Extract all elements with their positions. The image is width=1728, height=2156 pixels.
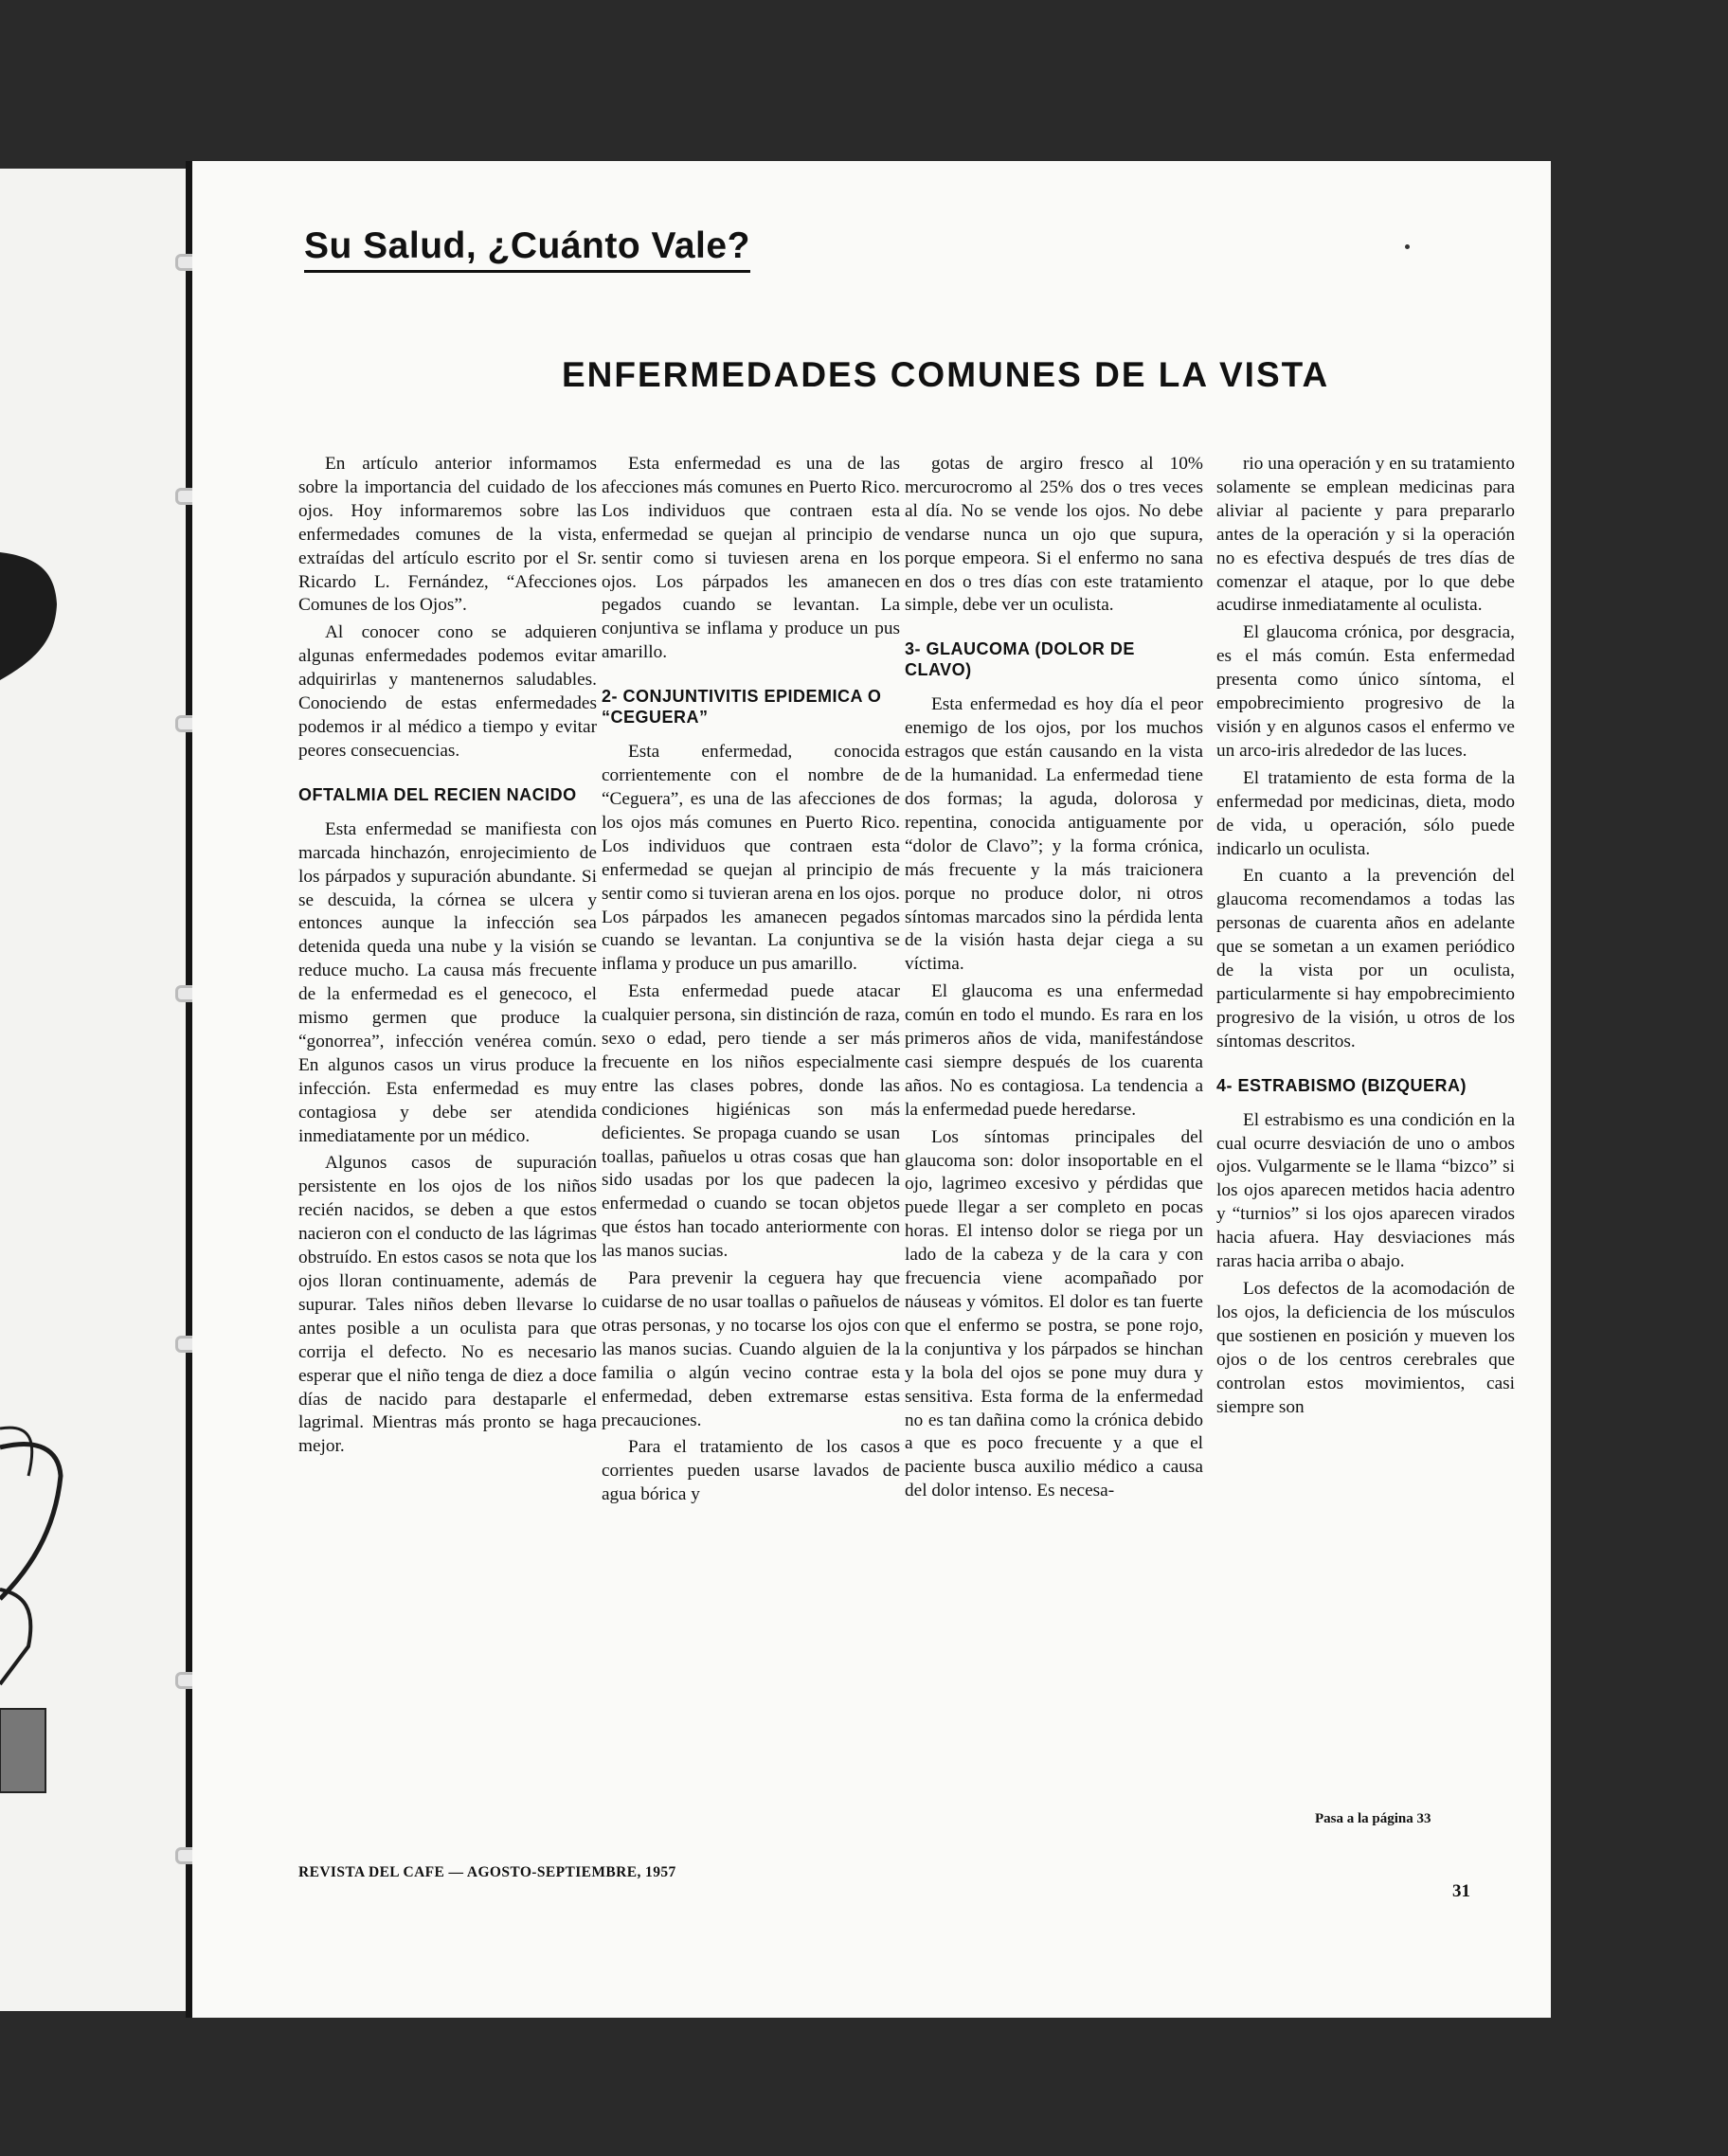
section-heading: 3- GLAUCOMA (DOLOR DE CLAVO) [905, 639, 1135, 680]
facing-page-illustration [0, 169, 188, 2011]
facing-page-fragment [0, 169, 188, 2011]
paragraph: El estrabismo es una condición en la cual ocurre desviación de uno o ambos ojos. Vulgarmente se le llama “bizco” si los ojos aparecen metidos hacia adentro y “turnios” si los ojos aparecen virados hacia afuera. Hay desviaciones más raras hacia arriba o abajo. [1216, 1109, 1515, 1272]
section-heading: 4- ESTRABISMO (BIZQUERA) [1216, 1075, 1467, 1095]
paragraph: En artículo anterior informamos sobre la importancia del cuidado de los ojos. Hoy informaremos sobre las enfermedades comunes de la vista, extraídas del artículo escrito por el Sr. Ricardo L. Fernández, “Afecciones Comunes de los Ojos”. [298, 454, 597, 616]
paragraph: Los síntomas principales del glaucoma son: dolor insoportable en el ojo, lagrimeo excesivo y pérdidas que puede llegar a ser completo en pocas horas. El intenso dolor se riega por un lado de la cabeza y de la cara y con frecuencia viene acompañado por náuseas y vómitos. El dolor es tan fuerte que el enfermo se postra, se pone rojo, la conjuntiva y los párpados se hinchan y la bola del ojos se pone muy dura y sensitiva. Esta forma de la enfermedad no es tan dañina como la crónica debido a que es poco frecuente y a que el paciente busca auxilio médico a causa del dolor intenso. Es necesa- [905, 1126, 1203, 1501]
article-title: ENFERMEDADES COMUNES DE LA VISTA [562, 355, 1330, 394]
paragraph: Algunos casos de supuración persistente en los ojos de los niños recién nacidos, se deben a que estos nacieron con el conducto de las lágrimas obstruído. En estos casos se nota que los ojos lloran continuamente, además de supurar. Tales niños deben llevarse lo antes posible a un oculista para que corrija el defecto. No es necesario esperar que el niño tenga de diez a doce días de nacido para destaparle el lagrimal. Mientras más pronto se haga mejor. [298, 1153, 597, 1457]
magazine-page [192, 161, 1551, 2018]
paragraph: El glaucoma crónica, por desgracia, es el más común. Esta enfermedad presenta como único síntoma, el empobrecimiento progresivo de la visión y en algunos casos el enfermo ve un arco-iris alrededor de las luces. [1216, 622, 1515, 761]
text-column-2 [602, 453, 900, 1507]
paragraph: Al conocer cono se adquieren algunas enfermedades podemos evitar adquirirlas y mantenernos saludables. Conociendo de estas enfermedades podemos ir al médico a tiempo y evitar peores consecuencias. [298, 622, 597, 761]
paragraph: Esta enfermedad, conocida corrientemente con el nombre de “Ceguera”, es una de las afecciones de los ojos más comunes en Puerto Rico. Los individuos que contraen esta enfermedad se quejan al principio de sentir como si tuvieran arena en los ojos. Los párpados les amanecen pegados cuando se levantan. La conjuntiva se inflama y produce un pus amarillo. [602, 742, 900, 975]
journal-footer: REVISTA DEL CAFE — AGOSTO-SEPTIEMBRE, 1957 [298, 1864, 676, 1880]
continued-reference: Pasa a la página 33 [1315, 1811, 1431, 1826]
section-heading: OFTALMIA DEL RECIEN NACIDO [298, 784, 577, 804]
text-column-1 [298, 453, 597, 1459]
paragraph: Para prevenir la ceguera hay que cuidarse de no usar toallas o pañuelos de otras personas, y no tocarse los ojos con las manos sucias. Cuando alguien de la familia o algún vecino contrae esta enfermedad, deben extremarse estas precauciones. [602, 1268, 900, 1430]
paragraph: Esta enfermedad se manifiesta con marcada hinchazón, enrojecimiento de los párpados y supuración abundante. Si se descuida, la córnea se ulcera y entonces aunque la infección sea detenida queda una nube y la visión se reduce mucho. La causa más frecuente de la enfermedad es el genecoco, el mismo germen que produce la “gonorrea”, infección venérea común. En algunos casos un virus produce la infección. Esta enfermedad es muy contagiosa y debe ser atendida inmediatamente por un médico. [298, 818, 597, 1146]
section-heading: 2- CONJUNTIVITIS EPIDEMICA O “CEGUERA” [602, 687, 882, 728]
page-fold-shadow [186, 161, 192, 2018]
text-column-4 [1216, 453, 1515, 1419]
text-column-3 [905, 453, 1203, 1503]
paragraph: Esta enfermedad puede atacar cualquier persona, sin distinción de raza, sexo o edad, pero tiende a ser más frecuente en los niños especialmente entre las clases pobres, donde las condiciones higiénicas son más deficientes. Se propaga cuando se usan toallas, pañuelos u otras cosas que han sido usadas por los que padecen la enfermedad o cuando se tocan objetos que éstos han tocado anteriormente con las manos sucias. [602, 981, 900, 1262]
paragraph: Esta enfermedad es una de las afecciones más comunes en Puerto Rico. Los individuos que contraen esta enfermedad se quejan al principio de sentir como si tuviesen arena en los ojos. Los párpados les amanecen pegados cuando se levantan. La conjuntiva se inflama y produce un pus amarillo. [602, 454, 900, 663]
section-title: Su Salud, ¿Cuánto Vale? [304, 225, 750, 273]
paragraph: En cuanto a la prevención del glaucoma recomendamos a todas las personas de cuarenta años en adelante que se sometan a un examen periódico de la vista por un oculista, particularmente si hay empobrecimiento progresivo de la visión, u otros de los síntomas descritos. [1216, 866, 1515, 1051]
print-speck [1405, 244, 1410, 249]
paragraph: El glaucoma es una enfermedad común en todo el mundo. Es rara en los primeros años de vida, manifestándose casi siempre después de los cuarenta años. No es contagiosa. La tendencia a la enfermedad puede heredarse. [905, 981, 1203, 1120]
paragraph: Esta enfermedad es hoy día el peor enemigo de los ojos, por los muchos estragos que están causando en la vista de la humanidad. La enfermedad tiene dos formas; la aguda, dolorosa y repentina, conocida antiguamente por “dolor de Clavo”; y la forma crónica, más frecuente y la más traicionera porque no produce dolor, ni otros síntomas marcados sino la pérdida lenta de la visión hasta dejar ciega a su víctima. [905, 694, 1203, 975]
paragraph: Para el tratamiento de los casos corrientes pueden usarse lavados de agua bórica y [602, 1437, 900, 1505]
paragraph: gotas de argiro fresco al 10% mercurocromo al 25% dos o tres veces al día. No se vende los ojos. No debe vendarse nunca un ojo que supura, porque empeora. Si el enfermo no sana en dos o tres días con este tratamiento simple, debe ver un oculista. [905, 454, 1203, 616]
paragraph: rio una operación y en su tratamiento solamente se emplean medicinas para aliviar al paciente y para prepararlo antes de la operación y si la operación no es efectiva después de tres días de comenzar el ataque, por lo que debe acudirse inmediatamente al oculista. [1216, 454, 1515, 616]
paragraph: El tratamiento de esta forma de la enfermedad por medicinas, dieta, modo de vida, u operación, sólo puede indicarlo un oculista. [1216, 767, 1515, 859]
page-number: 31 [1452, 1881, 1470, 1901]
paragraph: Los defectos de la acomodación de los ojos, la deficiencia de los músculos que sostienen en posición y mueven los ojos o de los centros cerebrales que controlan estos movimientos, casi siempre son [1216, 1279, 1515, 1417]
